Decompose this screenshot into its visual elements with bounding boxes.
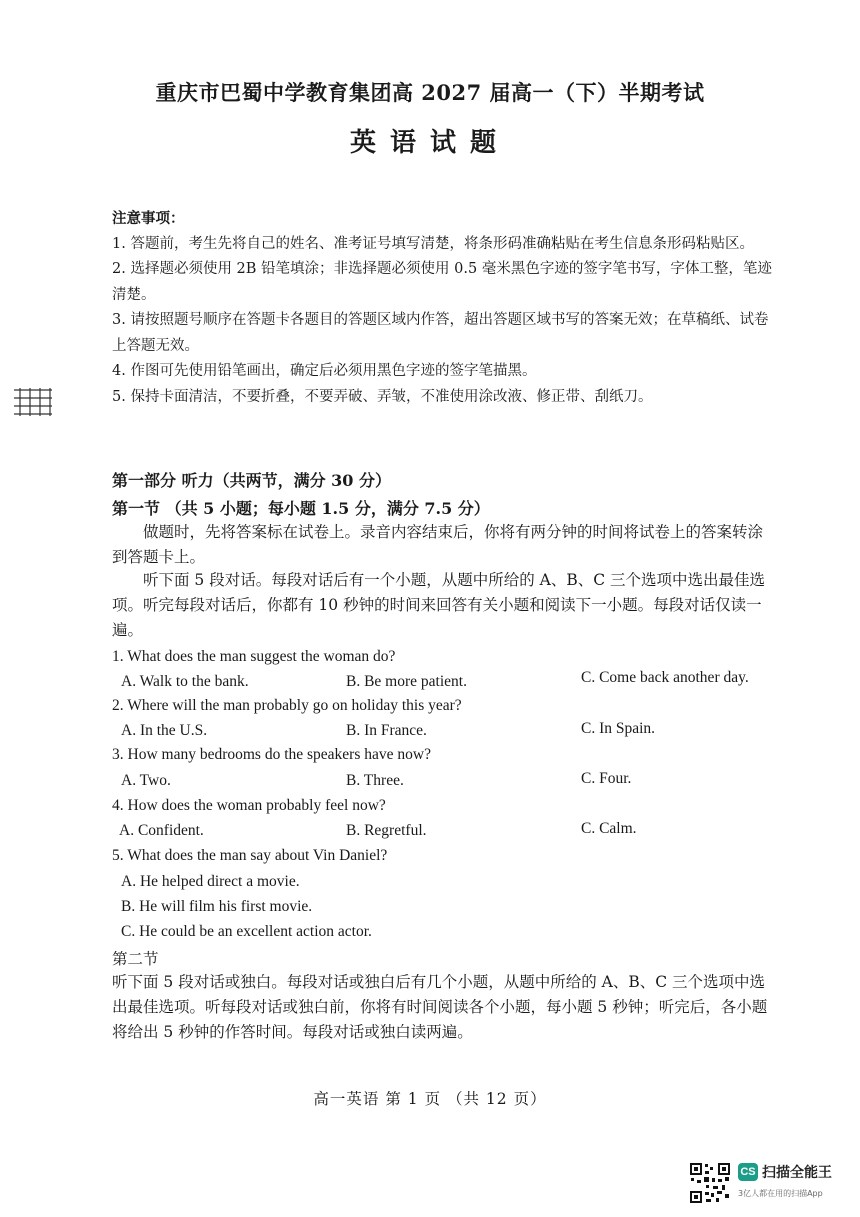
section2-directions: 听下面 5 段对话或独白。每段对话或独白后有几个小题，从题中所给的 A、B、C 三个选项中选出最佳选项。听每段对话或独白前，你将有时间阅读各个小题，每小题 5 秒钟；听完后，各小题将给出 5 秒钟的作答时间。每段对话或独白读两遍。 (112, 973, 768, 1041)
note-item-3: 3. 请按照题号顺序在答题卡各题目的答题区域内作答，超出答题区域书写的答案无效；在草稿纸、试卷上答题无效。 (112, 312, 769, 354)
question-1-option-a: A. Walk to the bank. (121, 673, 249, 690)
note-item-2: 2. 选择题必须使用 2B 铅笔填涂；非选择题必须使用 0.5 毫米黑色字迹的签字笔书写，字体工整，笔迹清楚。 (112, 261, 772, 303)
scanner-badge (689, 1162, 849, 1206)
note-item-1: 1. 答题前，考生先将自己的姓名、准考证号填写清楚，将条形码准确粘贴在考生信息条形码粘贴区。 (112, 235, 754, 252)
question-3-stem: 3. How many bedrooms do the speakers have now? (112, 746, 431, 763)
question-2-option-a: A. In the U.S. (121, 722, 208, 739)
question-3-option-b: B. Three. (346, 772, 404, 789)
question-3-option-c: C. Four. (581, 770, 632, 787)
part1-heading: 第一部分 听力（共两节，满分 30 分） (112, 471, 391, 490)
exam-subtitle: 英语试题 (349, 128, 510, 158)
binding-grid-mark (12, 386, 54, 418)
question-2-option-b: B. In France. (346, 722, 427, 739)
note-item-5: 5. 保持卡面清洁，不要折叠，不要弄破、弄皱，不准使用涂改液、修正带、刮纸刀。 (112, 388, 653, 405)
question-1-option-c: C. Come back another day. (581, 669, 749, 686)
section1-heading: 第一节 （共 5 小题；每小题 1.5 分，满分 7.5 分） (112, 499, 490, 518)
page-footer: 高一英语 第 1 页 （共 12 页） (313, 1090, 547, 1108)
question-5-option-b: B. He will film his first movie. (121, 898, 313, 915)
question-5-option-a: A. He helped direct a movie. (121, 873, 300, 890)
qr-code-icon (689, 1162, 731, 1204)
section2-heading: 第二节 (112, 950, 159, 968)
question-5-option-c: C. He could be an excellent action actor. (121, 923, 372, 940)
section1-directions: 听下面 5 段对话。每段对话后有一个小题，从题中所给的 A、B、C 三个选项中选出最佳选项。听完每段对话后，你都有 10 秒钟的时间来回答有关小题和阅读下一小题。每段对话仅读一遍。 (112, 571, 766, 639)
notes-heading: 注意事项： (112, 210, 185, 227)
notes-block (112, 206, 782, 410)
question-1-stem: 1. What does the man suggest the woman do? (112, 648, 396, 665)
question-4-option-b: B. Regretful. (346, 822, 427, 839)
scanner-tagline: 3亿人都在用的扫描App (738, 1189, 823, 1198)
question-2-option-c: C. In Spain. (581, 720, 656, 737)
camscanner-logo: CS (738, 1163, 758, 1181)
question-1-option-b: B. Be more patient. (346, 673, 467, 690)
question-4-option-c: C. Calm. (581, 820, 637, 837)
question-5-stem: 5. What does the man say about Vin Daniel? (112, 847, 388, 864)
exam-title: 重庆市巴蜀中学教育集团高 2027 届高一（下）半期考试 (155, 80, 705, 105)
scanner-app-name: 扫描全能王 (762, 1165, 832, 1181)
question-4-stem: 4. How does the woman probably feel now? (112, 797, 386, 814)
note-item-4: 4. 作图可先使用铅笔画出，确定后必须用黑色字迹的签字笔描黑。 (112, 363, 537, 379)
question-4-option-a: A. Confident. (119, 822, 204, 839)
section1-instruction: 做题时，先将答案标在试卷上。录音内容结束后，你将有两分钟的时间将试卷上的答案转涂到答题卡上。 (112, 523, 764, 566)
question-3-option-a: A. Two. (121, 772, 171, 789)
question-2-stem: 2. Where will the man probably go on holiday this year? (112, 697, 462, 714)
